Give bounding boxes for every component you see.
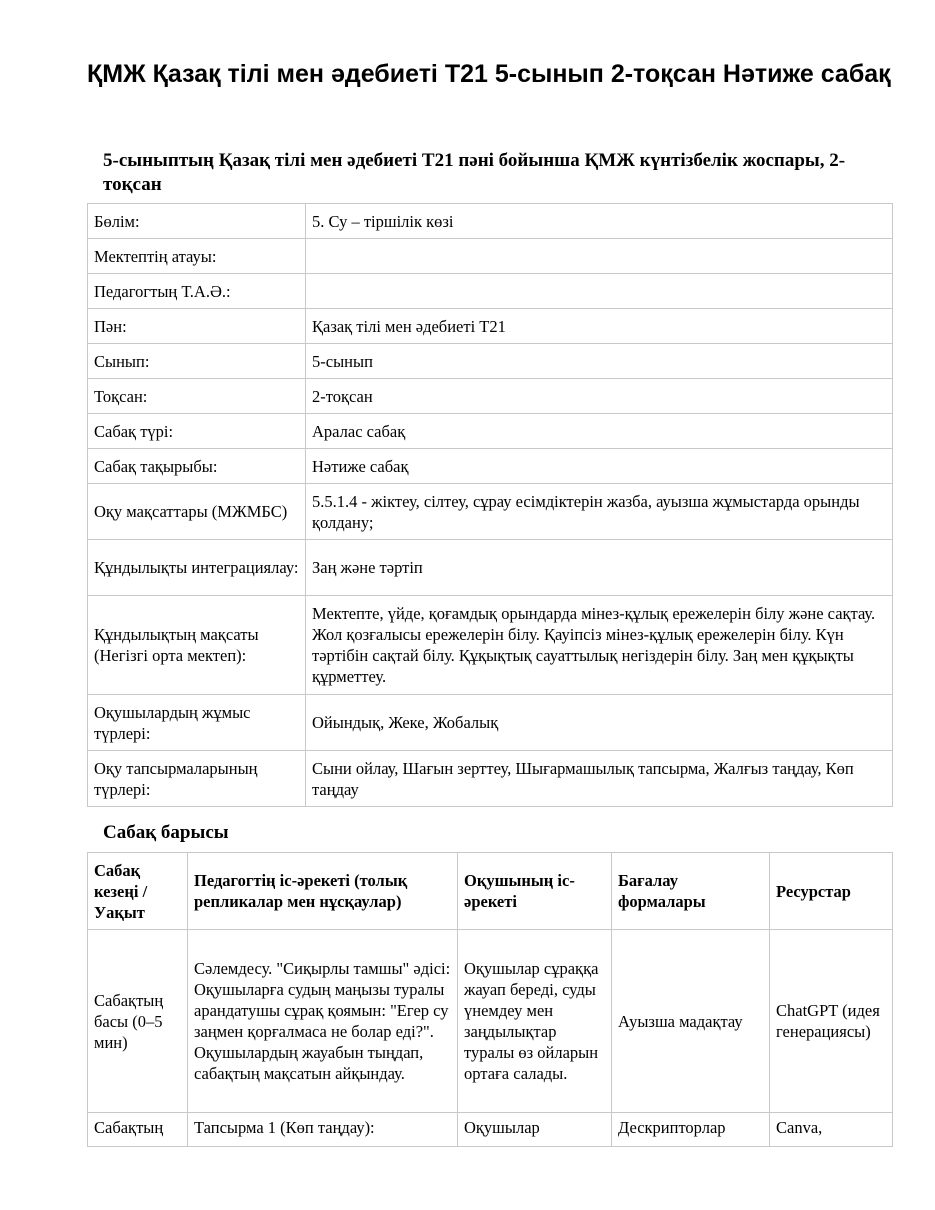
info-value: 5-сынып xyxy=(306,344,893,379)
table-cell: Оқушылар сұраққа жауап береді, суды үнемдеу мен заңдылықтар туралы өз ойларын ортаға салады. xyxy=(458,930,612,1113)
table-cell: Тапсырма 1 (Көп таңдау): xyxy=(188,1113,458,1147)
table-row xyxy=(88,414,893,449)
info-key: Мектептің атауы: xyxy=(88,239,306,274)
table-row xyxy=(88,309,893,344)
table-row xyxy=(88,449,893,484)
info-key: Сабақ түрі: xyxy=(88,414,306,449)
info-value: Нәтиже сабақ xyxy=(306,449,893,484)
info-key: Сынып: xyxy=(88,344,306,379)
table-row xyxy=(88,484,893,540)
info-key: Пән: xyxy=(88,309,306,344)
info-key: Бөлім: xyxy=(88,204,306,239)
table-cell: Сабақтың басы (0–5 мин) xyxy=(88,930,188,1113)
info-value: Заң және тәртіп xyxy=(306,540,893,596)
info-value: 5.5.1.4 - жіктеу, сілтеу, сұрау есімдіктерін жазба, ауызша жұмыстарда орынды қолдану; xyxy=(306,484,893,540)
table-header-row xyxy=(88,853,893,930)
info-value xyxy=(306,274,893,309)
info-value: 5. Су – тіршілік көзі xyxy=(306,204,893,239)
info-key: Оқу тапсырмаларының түрлері: xyxy=(88,751,306,807)
table-cell: Дескрипторлар xyxy=(612,1113,770,1147)
info-value: Сыни ойлау, Шағын зерттеу, Шығармашылық тапсырма, Жалғыз таңдау, Көп таңдау xyxy=(306,751,893,807)
table-row xyxy=(88,204,893,239)
column-header: Сабақ кезеңі / Уақыт xyxy=(88,853,188,930)
lesson-info-table xyxy=(87,203,893,807)
info-key: Тоқсан: xyxy=(88,379,306,414)
info-key: Құндылықтың мақсаты (Негізгі орта мектеп): xyxy=(88,596,306,695)
table-row xyxy=(88,344,893,379)
table-row xyxy=(88,540,893,596)
table-row xyxy=(88,274,893,309)
lesson-section-heading: Сабақ барысы xyxy=(103,822,229,843)
info-value: Аралас сабақ xyxy=(306,414,893,449)
info-value: Қазақ тілі мен әдебиеті Т21 xyxy=(306,309,893,344)
info-key: Құндылықты интеграциялау: xyxy=(88,540,306,596)
lesson-flow-table xyxy=(87,852,893,1147)
column-header: Ресурстар xyxy=(770,853,893,930)
info-value: Ойындық, Жеке, Жобалық xyxy=(306,695,893,751)
document-title: ҚМЖ Қазақ тілі мен әдебиеті Т21 5-сынып 2-тоқсан Нәтиже сабақ xyxy=(87,60,891,88)
table-row xyxy=(88,596,893,695)
document-subtitle: 5-сыныптың Қазақ тілі мен әдебиеті Т21 пәні бойынша ҚМЖ күнтізбелік жоспары, 2-тоқсан xyxy=(103,150,846,195)
table-cell: Оқушылар xyxy=(458,1113,612,1147)
table-cell: Ауызша мадақтау xyxy=(612,930,770,1113)
table-row xyxy=(88,379,893,414)
column-header: Оқушының іс-әрекеті xyxy=(458,853,612,930)
info-key: Оқушылардың жұмыс түрлері: xyxy=(88,695,306,751)
table-cell: Сәлемдесу. "Сиқырлы тамшы" әдісі: Оқушыларға судың маңызы туралы арандатушы сұрақ қоямын: "Егер су заңмен қорғалмаса не болар еді?". Оқушылардың жауабын тыңдап, сабақтың мақсатын айқындау. xyxy=(188,930,458,1113)
column-header: Бағалау формалары xyxy=(612,853,770,930)
table-row xyxy=(88,239,893,274)
column-header: Педагогтің іс-әрекеті (толық репликалар мен нұсқаулар) xyxy=(188,853,458,930)
info-value: 2-тоқсан xyxy=(306,379,893,414)
info-value xyxy=(306,239,893,274)
table-cell: Canva, xyxy=(770,1113,893,1147)
table-row xyxy=(88,1113,893,1147)
table-row xyxy=(88,930,893,1113)
table-row xyxy=(88,695,893,751)
info-key: Педагогтың Т.А.Ә.: xyxy=(88,274,306,309)
table-cell: Сабақтың xyxy=(88,1113,188,1147)
info-key: Оқу мақсаттары (МЖМБС) xyxy=(88,484,306,540)
table-cell: ChatGPT (идея генерациясы) xyxy=(770,930,893,1113)
info-value: Мектепте, үйде, қоғамдық орындарда мінез-құлық ережелерін білу және сақтау. Жол қозғалысы ережелерін білу. Қауіпсіз мінез-құлық ережелерін білу. Күн тәртібін сақтай білу. Құқықтық сауаттылық негіздерін білу. Заң мен құқықты құрметтеу. xyxy=(306,596,893,695)
info-key: Сабақ тақырыбы: xyxy=(88,449,306,484)
table-row xyxy=(88,751,893,807)
